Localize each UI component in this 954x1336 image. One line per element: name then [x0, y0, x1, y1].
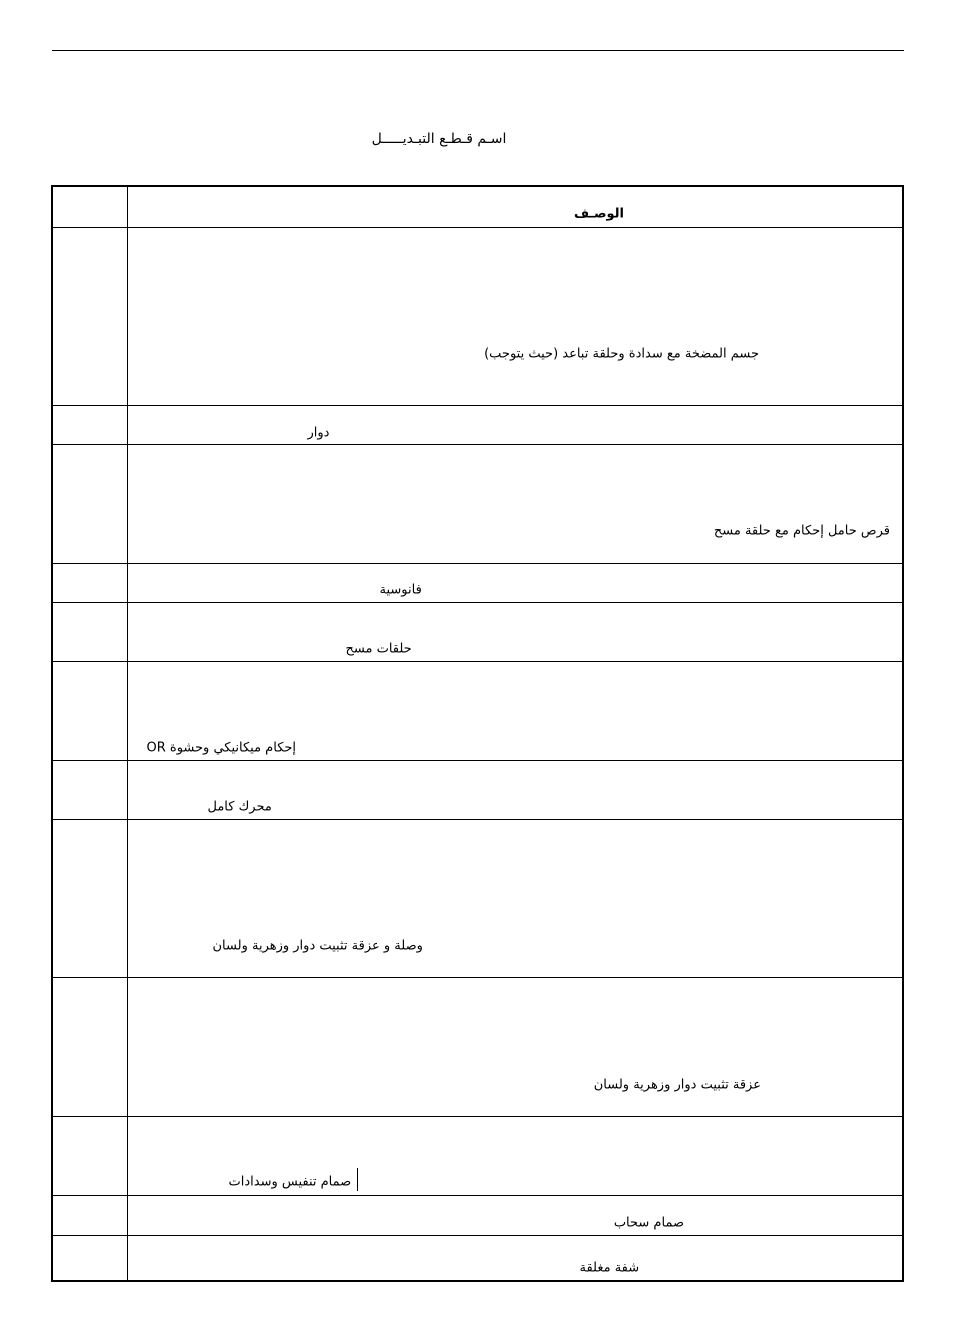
- row-number-cell: [52, 444, 127, 563]
- row-number-cell: [52, 1235, 127, 1281]
- row-description: دوار: [307, 425, 330, 440]
- row-description-cell: [127, 602, 903, 661]
- header-description-label: الوصـف: [574, 206, 624, 222]
- table-header-row: [52, 186, 903, 227]
- row-description: شفة مغلقة: [579, 1260, 640, 1275]
- spare-parts-table: [51, 185, 904, 1282]
- row-description-cell: [127, 227, 903, 405]
- row-number-cell: [52, 405, 127, 444]
- table-row: [52, 819, 903, 977]
- row-description-cell: [127, 661, 903, 760]
- table-row: [52, 977, 903, 1116]
- row-description-cell: [127, 1195, 903, 1235]
- table-row: [52, 661, 903, 760]
- row-description-cell: [127, 819, 903, 977]
- row-description: جسم المضخة مع سدادة وحلقة تباعد (حيث يتوجب): [484, 346, 759, 361]
- table-row: [52, 227, 903, 405]
- row-description: إحكام ميكانيكي وحشوة OR: [146, 740, 297, 755]
- row-number-cell: [52, 1116, 127, 1195]
- row-description-cell: [127, 760, 903, 819]
- table-row: [52, 602, 903, 661]
- row-number-cell: [52, 1195, 127, 1235]
- row-description: وصلة و عزقة تثبيت دوار وزهرية ولسان: [212, 938, 423, 953]
- text-cursor: [357, 1168, 358, 1191]
- row-description: صمام تنفيس وسدادات: [228, 1174, 352, 1189]
- row-description-cell: [127, 1235, 903, 1281]
- document-title: اسـم قـطـع التبـديـــــل: [371, 131, 507, 147]
- row-description: محرك كامل: [207, 799, 272, 814]
- row-number-cell: [52, 977, 127, 1116]
- row-description: عزقة تثبيت دوار وزهرية ولسان: [593, 1077, 761, 1092]
- table-row: [52, 1116, 903, 1195]
- row-number-cell: [52, 819, 127, 977]
- row-description-cell: [127, 563, 903, 602]
- table-row: [52, 760, 903, 819]
- row-description-cell: [127, 977, 903, 1116]
- row-number-cell: [52, 602, 127, 661]
- table-row: [52, 1195, 903, 1235]
- row-description: فانوسية: [379, 582, 422, 597]
- row-description: حلقات مسح: [345, 641, 412, 656]
- row-description: صمام سحاب: [613, 1215, 684, 1230]
- row-description: قرص حامل إحكام مع حلقة مسح: [713, 523, 890, 538]
- table-row: [52, 1235, 903, 1281]
- row-number-cell: [52, 661, 127, 760]
- table-row: [52, 405, 903, 444]
- table-row: [52, 563, 903, 602]
- row-description-cell: [127, 405, 903, 444]
- row-number-cell: [52, 760, 127, 819]
- header-rule: [52, 50, 904, 51]
- row-number-cell: [52, 563, 127, 602]
- row-description-cell: [127, 444, 903, 563]
- table-row: [52, 444, 903, 563]
- header-number-cell: [52, 186, 127, 227]
- row-number-cell: [52, 227, 127, 405]
- row-description-cell: [127, 1116, 903, 1195]
- header-description-cell: [127, 186, 903, 227]
